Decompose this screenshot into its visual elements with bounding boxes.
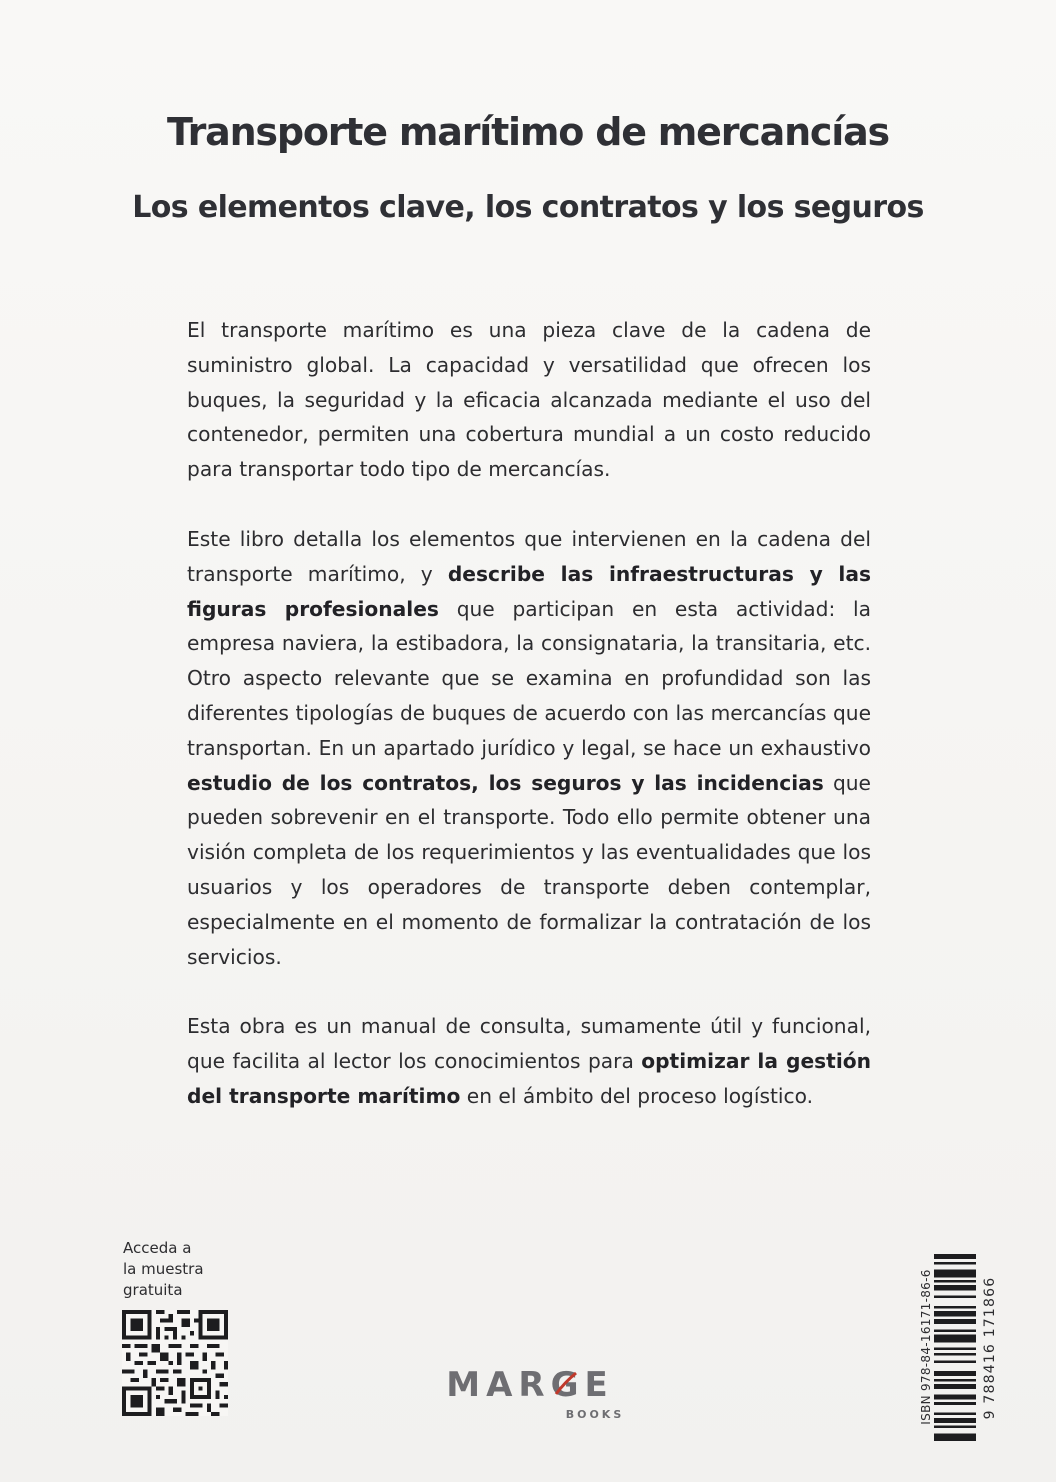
description-paragraph-3 [187, 1009, 871, 1113]
text-run: que pueden sobrevenir en el transporte. Todo ello permite obtener una visión completa de los requerimientos y las eventualidades que los usuarios y los operadores de transporte deben contemplar, especialmente en el momento de formalizar la contratación de los servicios. [187, 770, 871, 969]
qr-caption-line: la muestra [123, 1260, 204, 1278]
logo-subtext: BOOKS [565, 1408, 625, 1421]
barcode-bar [934, 1379, 976, 1382]
barcode-bar [934, 1262, 976, 1265]
barcode-icon [930, 1250, 982, 1450]
barcode-bar [934, 1394, 976, 1399]
text-run: en el ámbito del proceso logístico. [460, 1083, 814, 1108]
barcode-bar [934, 1413, 976, 1416]
barcode-bar [934, 1319, 976, 1324]
logo-wordmark: MARGE [446, 1365, 614, 1405]
qr-code-icon[interactable] [122, 1310, 228, 1416]
barcode-bar [934, 1335, 976, 1343]
description-paragraph-2 [187, 522, 871, 974]
barcode-bar [934, 1361, 976, 1364]
barcode-bar [934, 1384, 976, 1389]
barcode-bar [934, 1348, 976, 1351]
barcode-bar [934, 1280, 976, 1283]
barcode-bar [934, 1311, 976, 1316]
marge-books-logo [430, 1358, 630, 1428]
barcode-bar [934, 1371, 976, 1376]
barcode-bar [934, 1329, 976, 1332]
barcode-bar [934, 1254, 976, 1259]
barcode-bar [934, 1296, 976, 1299]
barcode-bar [934, 1402, 976, 1405]
barcode-bar [934, 1426, 976, 1429]
bold-run: estudio de los contratos, los seguros y las incidencias [187, 770, 824, 795]
qr-caption-line: Acceda a [123, 1239, 192, 1257]
qr-caption [123, 1238, 263, 1301]
book-title: Transporte marítimo de mercancías [167, 110, 889, 154]
barcode-bar [934, 1270, 976, 1278]
barcode-bar [934, 1433, 976, 1441]
bold-run: describe las infraestructuras y las figuras profesionales [187, 561, 871, 621]
barcode-digits: 9 788416 171866 [982, 1276, 998, 1420]
barcode-bar [934, 1285, 976, 1290]
barcode-bar [934, 1306, 976, 1309]
barcode-bar [934, 1418, 976, 1423]
book-description [187, 313, 871, 1149]
text-run: que participan en esta actividad: la empresa naviera, la estibadora, la consignataria, la transitaria, etc. Otro aspecto relevante que se examina en profundidad son las diferentes tipologías de buques de acuerdo con las mercancías que transportan. En un apartado jurídico y legal, se hace un exhaustivo [187, 596, 871, 760]
book-subtitle: Los elementos clave, los contratos y los seguros [132, 190, 924, 225]
isbn-number: ISBN 978-84-16171-86-6 [919, 1269, 933, 1425]
text-run: Esta obra es un manual de consulta, sumamente útil y funcional, que facilita al lector los conocimientos para [187, 1014, 871, 1074]
bold-run: optimizar la gestión del transporte marítimo [187, 1049, 871, 1108]
qr-caption-line: gratuita [123, 1281, 183, 1299]
barcode-bar [934, 1353, 976, 1356]
text-run: Este libro detalla los elementos que intervienen en la cadena del transporte marítimo, y [187, 526, 871, 586]
description-paragraph-1: El transporte marítimo es una pieza clave de la cadena de suministro global. La capacidad y versatilidad que ofrecen los buques, la seguridad y la eficacia alcanzada mediante el uso del contenedor, permiten una cobertura mundial a un costo reducido para transportar todo tipo de mercancías. [187, 318, 871, 482]
